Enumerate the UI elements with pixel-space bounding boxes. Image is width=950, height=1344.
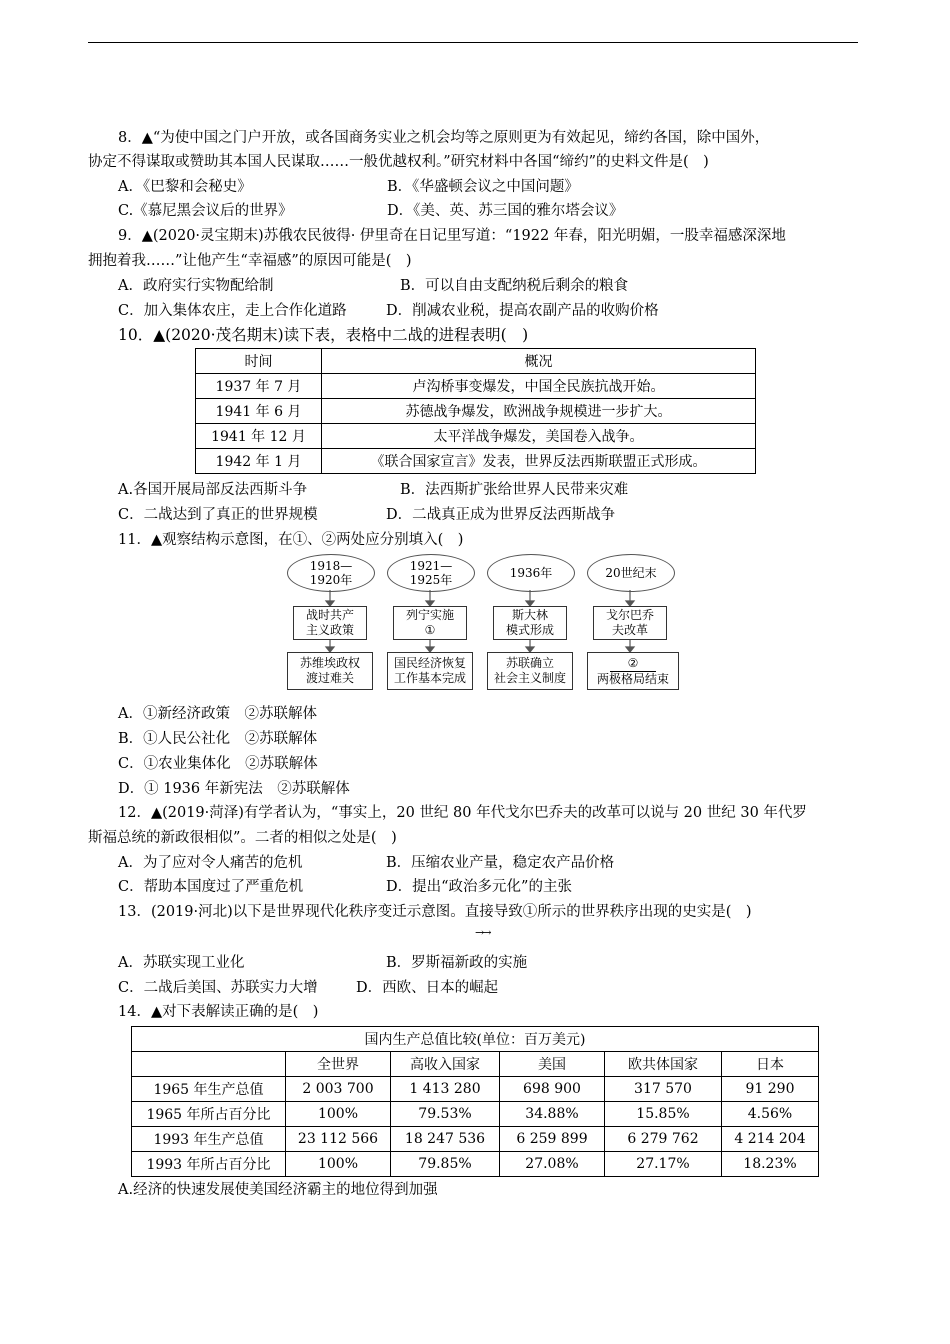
q14-gdp-table: [131, 1026, 819, 1177]
q10-header-summary: 概况: [322, 349, 756, 374]
q12-option-b: B．压缩农业产量，稳定农产品价格: [386, 855, 615, 871]
diagram-result-3: [487, 652, 573, 690]
q11-stem: 11．▲观察结构示意图，在①、②两处应分别填入( ): [118, 532, 464, 548]
table-cell: 1993 年生产总值: [132, 1127, 286, 1152]
diagram-result-3-line2: 社会主义制度: [493, 671, 566, 685]
diagram-period-3-line1: 1936年: [509, 566, 553, 580]
table-cell: 27.17%: [605, 1152, 722, 1177]
q10-option-c: C．二战达到了真正的世界规模: [118, 507, 318, 523]
diagram-result-2-line1: 国民经济恢复: [393, 656, 466, 670]
table-header: 美国: [500, 1052, 605, 1077]
diagram-result-2-line2: 工作基本完成: [393, 671, 466, 685]
table-cell: 1937 年 7 月: [196, 374, 322, 399]
q9-stem-line1: 9．▲(2020·灵宝期末)苏俄农民彼得· 伊里奇在日记里写道：“1922 年春，阳光明媚，一股幸福感深深地: [118, 228, 786, 244]
table-cell: 317 570: [605, 1077, 722, 1102]
table-cell: 1941 年 12 月: [196, 424, 322, 449]
q9-option-d: D．削减农业税，提高农副产品的收购价格: [386, 303, 659, 319]
diagram-policy-2-line1: 列宁实施: [405, 608, 454, 622]
q12-stem-line2: 斯福总统的新政很相似”。二者的相似之处是( ): [88, 830, 397, 846]
diagram-result-1-line2: 渡过难关: [305, 671, 354, 685]
table-cell: 15.85%: [605, 1102, 722, 1127]
q12-option-c: C．帮助本国度过了严重危机: [118, 879, 304, 895]
table-cell: 苏德战争爆发，欧洲战争规模进一步扩大。: [322, 399, 756, 424]
table-cell: 4 214 204: [722, 1127, 819, 1152]
q13-option-a: A．苏联实现工业化: [118, 955, 245, 971]
q9-option-a: A．政府实行实物配给制: [118, 278, 274, 294]
q14-table-title: 国内生产总值比较(单位：百万美元): [132, 1027, 819, 1052]
diagram-result-4-line2: 两极格局结束: [596, 671, 669, 686]
table-cell: 6 279 762: [605, 1127, 722, 1152]
diagram-period-1-line1: 1918—: [309, 559, 353, 573]
q14-option-a: A.经济的快速发展使美国经济霸主的地位得到加强: [118, 1182, 438, 1198]
table-cell: [132, 1052, 286, 1077]
table-cell: 79.85%: [391, 1152, 500, 1177]
table-cell: 18 247 536: [391, 1127, 500, 1152]
q11-option-b: B．①人民公社化 ②苏联解体: [118, 731, 318, 747]
diagram-policy-4: [593, 606, 667, 640]
table-header: 全世界: [286, 1052, 391, 1077]
q11-option-c: C．①农业集体化 ②苏联解体: [118, 756, 318, 772]
diagram-policy-1: [293, 606, 367, 640]
table-cell: 1941 年 6 月: [196, 399, 322, 424]
q8-stem-line2: 协定不得谋取或赞助其本国人民谋取……一般优越权利。”研究材料中各国“缔约”的史料文件是( ): [88, 154, 709, 170]
diagram-result-2: [387, 652, 473, 690]
table-cell: 4.56%: [722, 1102, 819, 1127]
table-cell: 《联合国家宣言》发表，世界反法西斯联盟正式形成。: [322, 449, 756, 474]
q9-stem-line2: 拥抱着我……”让他产生“幸福感”的原因可能是( ): [88, 253, 412, 269]
diagram-policy-2: [393, 606, 467, 640]
table-cell: 太平洋战争爆发，美国卷入战争。: [322, 424, 756, 449]
table-cell: 卢沟桥事变爆发，中国全民族抗战开始。: [322, 374, 756, 399]
q13-option-c: C．二战后美国、苏联实力大增: [118, 980, 318, 996]
q13-arrows: →→: [475, 926, 490, 939]
q10-option-d: D．二战真正成为世界反法西斯战争: [386, 507, 616, 523]
diagram-result-4: [587, 652, 679, 690]
diagram-policy-4-line1: 戈尔巴乔: [605, 608, 654, 622]
q14-stem: 14．▲对下表解读正确的是( ): [118, 1004, 319, 1020]
table-cell: 1993 年所占百分比: [132, 1152, 286, 1177]
diagram-result-1-line1: 苏维埃政权: [299, 656, 360, 670]
diagram-policy-3: [493, 606, 567, 640]
table-cell: 1 413 280: [391, 1077, 500, 1102]
q13-option-d: D．西欧、日本的崛起: [356, 980, 499, 996]
diagram-result-3-line1: 苏联确立: [505, 656, 554, 670]
q11-structure-diagram: [283, 552, 683, 692]
table-cell: 698 900: [500, 1077, 605, 1102]
diagram-result-1: [287, 652, 373, 690]
q8-stem-line1: 8．▲“为使中国之门户开放，或各国商务实业之机会均等之原则更为有效起见，缔约各国，除中国外，: [118, 130, 770, 146]
diagram-period-2-line1: 1921—: [409, 559, 453, 573]
table-cell: 27.08%: [500, 1152, 605, 1177]
table-header: 高收入国家: [391, 1052, 500, 1077]
table-cell: 100%: [286, 1102, 391, 1127]
table-cell: 23 112 566: [286, 1127, 391, 1152]
table-header: 欧共体国家: [605, 1052, 722, 1077]
diagram-policy-1-line2: 主义政策: [305, 623, 354, 637]
q12-option-d: D．提出“政治多元化”的主张: [386, 879, 572, 895]
q11-option-d: D．① 1936 年新宪法 ②苏联解体: [118, 781, 350, 797]
q9-option-b: B．可以自由支配纳税后剩余的粮食: [400, 278, 629, 294]
table-cell: 79.53%: [391, 1102, 500, 1127]
q10-option-a: A.各国开展局部反法西斯斗争: [118, 482, 308, 498]
q8-option-c: C.《慕尼黑会议后的世界》: [118, 203, 293, 219]
table-cell: 1942 年 1 月: [196, 449, 322, 474]
table-cell: 34.88%: [500, 1102, 605, 1127]
table-cell: 2 003 700: [286, 1077, 391, 1102]
q13-option-b: B．罗斯福新政的实施: [386, 955, 528, 971]
q11-option-a: A．①新经济政策 ②苏联解体: [118, 706, 317, 722]
table-cell: 18.23%: [722, 1152, 819, 1177]
q10-stem: 10．▲(2020·茂名期末)读下表，表格中二战的进程表明( ): [118, 326, 529, 344]
diagram-period-2-line2: 1925年: [409, 573, 453, 587]
diagram-policy-1-line1: 战时共产: [305, 608, 354, 622]
header-rule: [88, 42, 858, 43]
diagram-policy-4-line2: 夫改革: [611, 623, 648, 637]
diagram-period-1-line2: 1920年: [309, 573, 353, 587]
q10-table: [195, 348, 756, 474]
q12-option-a: A．为了应对令人痛苦的危机: [118, 855, 303, 871]
table-cell: 1965 年生产总值: [132, 1077, 286, 1102]
q10-option-b: B．法西斯扩张给世界人民带来灾难: [400, 482, 629, 498]
diagram-blank-1: ①: [424, 623, 436, 637]
diagram-period-4-line1: 20世纪末: [605, 566, 657, 580]
table-cell: 1965 年所占百分比: [132, 1102, 286, 1127]
diagram-policy-3-line2: 模式形成: [505, 623, 554, 637]
q10-header-time: 时间: [196, 349, 322, 374]
table-cell: 100%: [286, 1152, 391, 1177]
q8-option-a: A．《巴黎和会秘史》: [118, 179, 252, 195]
diagram-policy-3-line1: 斯大林: [511, 608, 548, 622]
table-cell: 91 290: [722, 1077, 819, 1102]
diagram-blank-2: ②: [610, 656, 657, 672]
table-cell: 6 259 899: [500, 1127, 605, 1152]
q12-stem-line1: 12．▲(2019·菏泽)有学者认为，“事实上，20 世纪 80 年代戈尔巴乔夫的改革可以说与 20 世纪 30 年代罗: [118, 805, 807, 821]
q8-option-d: D．《美、英、苏三国的雅尔塔会议》: [387, 203, 624, 219]
q8-option-b: B．《华盛顿会议之中国问题》: [387, 179, 579, 195]
q9-option-c: C．加入集体农庄，走上合作化道路: [118, 303, 347, 319]
table-header: 日本: [722, 1052, 819, 1077]
q13-stem: 13．(2019·河北)以下是世界现代化秩序变迁示意图。直接导致①所示的世界秩序出现的史实是( ): [118, 904, 752, 920]
